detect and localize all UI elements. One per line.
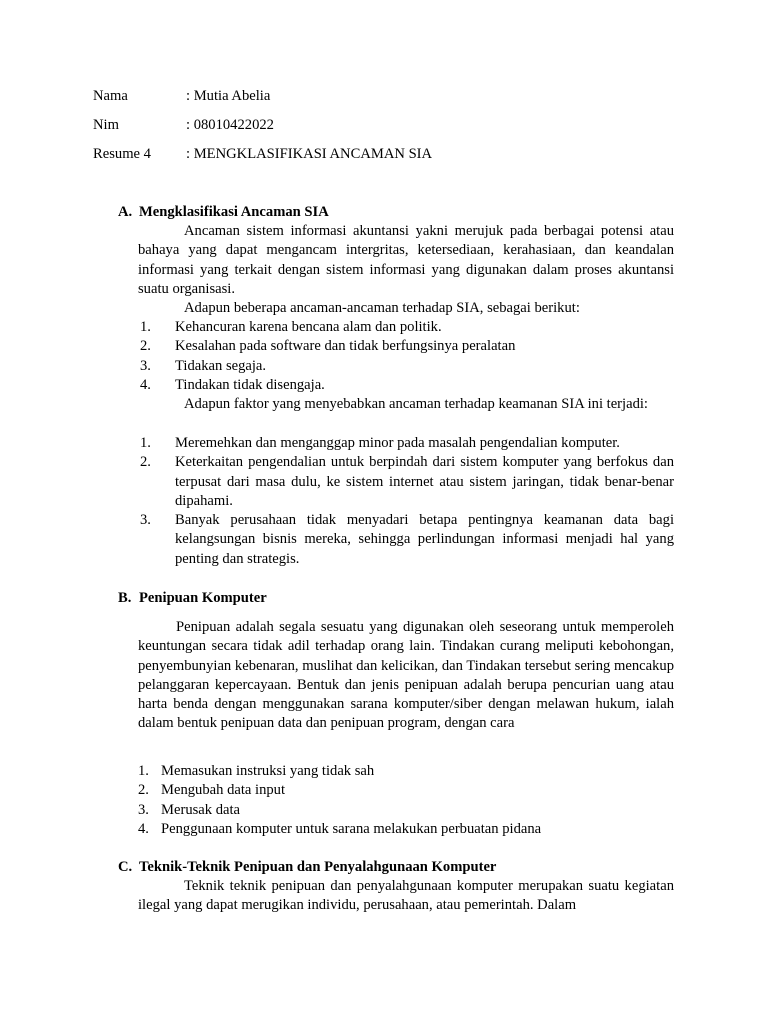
section-letter: B. xyxy=(118,590,132,606)
list-number: 1. xyxy=(140,319,151,335)
list-number: 4. xyxy=(140,376,151,393)
list-text: Tidakan segaja. xyxy=(175,357,267,374)
list-text: Merusak data xyxy=(161,801,241,818)
header-row-nama xyxy=(93,87,270,106)
list-number: 3. xyxy=(140,357,151,374)
list-item xyxy=(138,781,674,800)
section-a-paragraph-1: Ancaman sistem informasi akuntansi yakni merujuk pada berbagai potensi atau bahaya yang dapat mengancam intergritas, ketersediaan, kerahasiaan, dan keandalan informasi yang terkait dengan sistem informasi yang digunakan dalam proses akuntansi suatu organisasi. xyxy=(138,223,674,297)
list-number: 3. xyxy=(138,801,149,818)
list-number: 2. xyxy=(140,338,151,355)
section-b-heading xyxy=(118,589,678,608)
header-value: : 08010422022 xyxy=(186,117,274,133)
section-letter: C. xyxy=(118,859,133,875)
header-label: Resume 4 xyxy=(93,146,151,162)
list-item xyxy=(138,511,674,569)
list-item xyxy=(138,376,674,395)
section-title: Mengklasifikasi Ancaman SIA xyxy=(139,204,329,220)
list-text: Banyak perusahaan tidak menyadari betapa pentingnya keamanan data bagi kelangsungan bisnis mereka, sehingga perlindungan informasi menjadi hal yang penting dan strategis. xyxy=(175,512,674,567)
list-number: 1. xyxy=(140,435,151,451)
header-row-nim xyxy=(93,116,274,135)
header-label: Nama xyxy=(93,88,128,104)
list-number: 2. xyxy=(140,454,151,471)
list-number: 3. xyxy=(140,512,151,529)
section-a-factor-list xyxy=(138,434,674,569)
section-title: Penipuan Komputer xyxy=(139,590,267,606)
section-a-heading xyxy=(118,203,678,222)
list-item xyxy=(138,357,674,376)
list-item xyxy=(138,337,674,356)
section-a-threat-list xyxy=(138,318,674,395)
list-text: Meremehkan dan menganggap minor pada masalah pengendalian komputer. xyxy=(175,435,620,451)
header-value: : MENGKLASIFIKASI ANCAMAN SIA xyxy=(186,146,433,162)
list-text: Kesalahan pada software dan tidak berfungsinya peralatan xyxy=(175,338,516,355)
section-b-paragraph-1: Penipuan adalah segala sesuatu yang digunakan oleh seseorang untuk memperoleh keuntungan secara tidak adil terhadap orang lain. Tindakan curang meliputi kebohongan, penyembunyian kebenaran, muslihat dan kelicikan, dan Tindakan tersebut sering mencakup pelanggaran kepercayaan. Bentuk dan jenis penipuan adalah berupa pencurian uang atau harta benda dengan menggunakan sarana komputer/siber dengan melawan hukum, ialah dalam bentuk penipuan data dan penipuan program, dengan cara xyxy=(138,619,674,732)
list-item xyxy=(138,762,674,781)
list-number: 2. xyxy=(138,782,149,799)
list-text: Keterkaitan pengendalian untuk berpindah dari sistem komputer yang berfokus dan terpusat dari masa dulu, ke sistem internet atau sistem jaringan, tidak benar-benar dipahami. xyxy=(175,454,674,509)
list-number: 1. xyxy=(138,763,149,779)
list-text: Mengubah data input xyxy=(161,782,286,799)
section-c-heading xyxy=(118,858,678,877)
list-item xyxy=(138,318,674,337)
list-item xyxy=(138,820,674,839)
list-text: Tindakan tidak disengaja. xyxy=(175,376,325,393)
section-a-paragraph-3: Adapun faktor yang menyebabkan ancaman terhadap keamanan SIA ini terjadi: xyxy=(184,396,648,412)
section-letter: A. xyxy=(118,204,133,220)
section-a-paragraph-2: Adapun beberapa ancaman-ancaman terhadap SIA, sebagai berikut: xyxy=(184,300,580,316)
list-text: Kehancuran karena bencana alam dan politik. xyxy=(175,319,442,335)
header-value: : Mutia Abelia xyxy=(186,88,271,104)
section-title: Teknik-Teknik Penipuan dan Penyalahgunaan Komputer xyxy=(139,859,497,875)
header-label: Nim xyxy=(93,117,119,133)
list-number: 4. xyxy=(138,820,149,837)
list-item xyxy=(138,453,674,511)
list-item xyxy=(138,434,674,453)
header-row-resume xyxy=(93,145,432,164)
section-c-paragraph-1: Teknik teknik penipuan dan penyalahgunaan komputer merupakan suatu kegiatan ilegal yang dapat merugikan individu, perusahaan, atau pemerintah. Dalam xyxy=(138,878,674,914)
list-text: Penggunaan komputer untuk sarana melakukan perbuatan pidana xyxy=(161,820,542,837)
section-b-method-list xyxy=(138,762,674,839)
list-item xyxy=(138,801,674,820)
list-text: Memasukan instruksi yang tidak sah xyxy=(161,763,375,779)
